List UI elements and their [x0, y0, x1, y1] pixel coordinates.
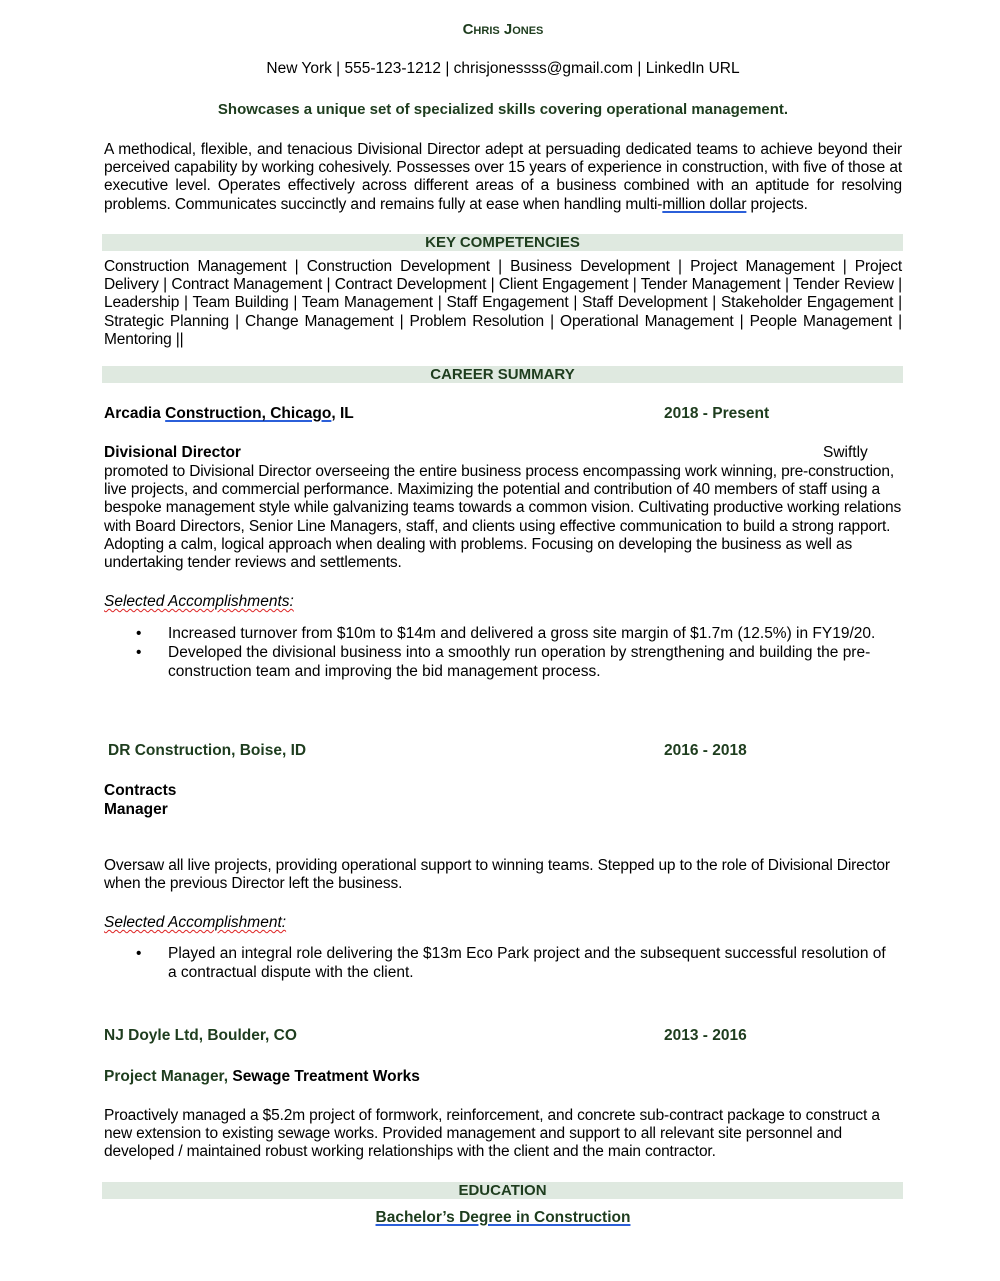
- education-degree: [104, 1209, 902, 1227]
- job-title: [104, 1068, 420, 1086]
- bullet-icon: •: [136, 945, 142, 962]
- competencies-list: Construction Management | Construction Development | Business Development | Project Management | Project Delivery | Contract Management | Contract Development | Client Engagement | Tender Management | Tender Review | Leadership | Team Building | Team Management | Staff Engagement | Staff Development | Stakeholder Engagement | Strategic Planning | Change Management | Problem Resolution | Operational Management | People Management | Mentoring ||: [104, 258, 902, 348]
- grammar-flagged-text[interactable]: million dollar: [662, 195, 747, 213]
- spelling-flagged-text[interactable]: Selected Accomplishment:: [104, 914, 287, 931]
- job-title: Divisional Director: [104, 444, 241, 461]
- accomplishment-item: • Developed the divisional business into a smoothly run operation by strengthening and building the pre-construction team and improving the bid management process.: [136, 644, 871, 680]
- professional-summary: [104, 141, 902, 214]
- summary-text-end: projects.: [746, 195, 808, 213]
- accomplishments-label: [104, 593, 294, 611]
- accomplishment-item: • Played an integral role delivering the $13m Eco Park project and the subsequent successful resolution of a contractual dispute with the client.: [136, 945, 886, 981]
- degree-name[interactable]: Bachelor’s Degree in Construction: [375, 1209, 631, 1226]
- section-heading-career: CAREER SUMMARY: [102, 366, 903, 383]
- section-heading-competencies: KEY COMPETENCIES: [102, 234, 903, 251]
- job-desc-lead: Swiftly: [823, 444, 868, 461]
- contact-line: New York | 555-123-1212 | chrisjonessss@gmail.com | LinkedIn URL: [266, 60, 740, 77]
- job-dates: 2016 - 2018: [664, 742, 747, 759]
- job-dates: 2013 - 2016: [664, 1027, 747, 1044]
- company-name: Arcadia: [104, 405, 166, 422]
- job-description: Oversaw all live projects, providing operational support to winning teams. Stepped up to the role of Divisional Director when the previous Director left the business.: [104, 857, 890, 893]
- accomplishment-item: • Increased turnover from $10m to $14m and delivered a gross site margin of $1.7m (12.5%) in FY19/20.: [136, 625, 876, 642]
- candidate-name: Chris Jones: [462, 21, 544, 38]
- job-description: Proactively managed a $5.2m project of formwork, reinforcement, and concrete sub-contract package to construct a new extension to existing sewage works. Provided management and support to all relevant site personnel and developed / maintained robust working relationships with the client and the main contractor.: [104, 1107, 880, 1161]
- company-location: , IL: [331, 405, 354, 422]
- summary-text: A methodical, flexible, and tenacious Divisional Director adept at persuading dedicated teams to achieve beyond their perceived capability by working cohesively. Possesses over 15 years of experience in construction, with five of those at executive level. Operates effectively across different areas of a business combined with an aptitude for resolving problems. Communicates succinctly and remains fully at ease when handling multi-: [104, 141, 902, 213]
- job-description: promoted to Divisional Director overseeing the entire business process encompassing work winning, pre-construction, live projects, and commercial performance. Maximizing the potential and contribution of 40 members of staff using a bespoke management style while galvanizing teams towards a common vision. Cultivating productive working relations with Board Directors, Senior Line Managers, staff, and clients using effective communication to build a strong rapport. Adopting a calm, logical approach when dealing with problems. Focusing on developing the business as well as undertaking tender reviews and settlements.: [104, 463, 902, 572]
- job-dates: 2018 - Present: [664, 405, 770, 422]
- accomplishments-list: [104, 624, 902, 681]
- accomplishments-label: [104, 914, 286, 932]
- job-title-project: Sewage Treatment Works: [228, 1068, 420, 1085]
- accomplishments-list: [104, 944, 902, 982]
- job-title-line: Contracts: [104, 782, 177, 799]
- job-company: NJ Doyle Ltd, Boulder, CO: [104, 1027, 297, 1044]
- bullet-icon: •: [136, 644, 142, 661]
- job-company: [104, 405, 354, 423]
- spelling-flagged-text[interactable]: Selected Accomplishments:: [104, 593, 294, 610]
- bullet-icon: •: [136, 625, 142, 642]
- job-title-role: Project Manager,: [104, 1068, 229, 1085]
- grammar-flagged-text[interactable]: Construction, Chicago: [165, 405, 332, 422]
- job-title-line: Manager: [104, 801, 168, 818]
- job-title: [104, 781, 176, 819]
- tagline: Showcases a unique set of specialized skills covering operational management.: [217, 101, 789, 118]
- section-heading-education: EDUCATION: [102, 1182, 903, 1199]
- job-company: DR Construction, Boise, ID: [108, 742, 307, 759]
